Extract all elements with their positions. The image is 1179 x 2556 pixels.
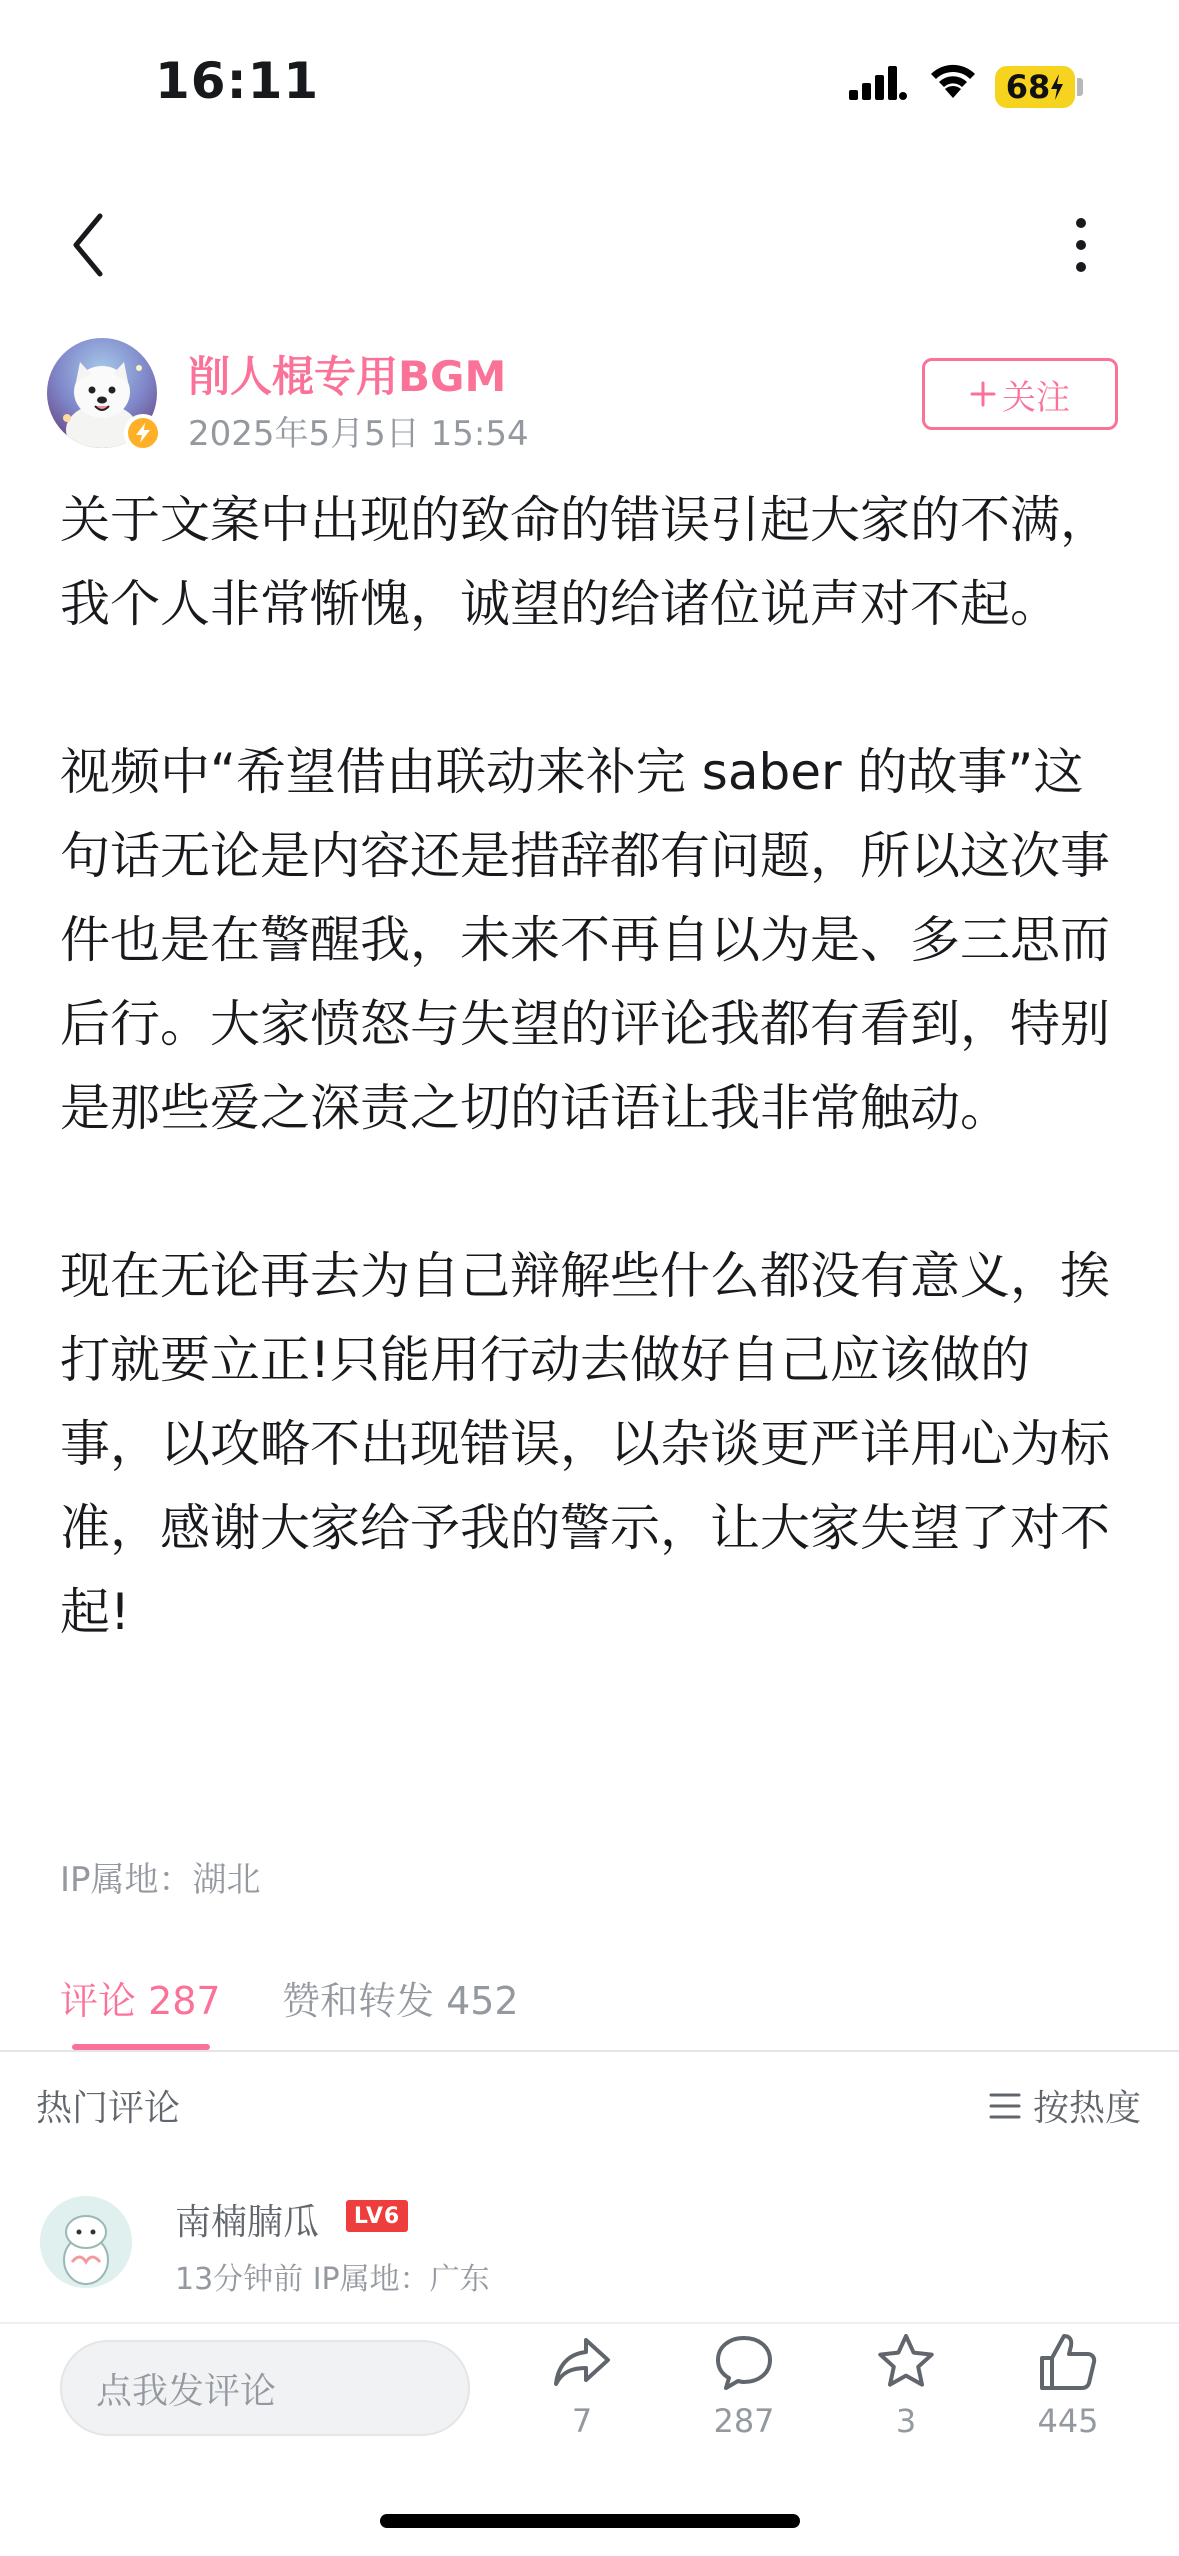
chevron-left-icon xyxy=(68,210,108,280)
more-vertical-icon xyxy=(1066,210,1096,280)
battery-level: 68 xyxy=(1005,68,1051,106)
status-bar xyxy=(0,0,1179,170)
share-count: 7 xyxy=(571,2402,593,2440)
sort-label: 按热度 xyxy=(1032,2088,1141,2129)
wifi-icon xyxy=(927,62,979,102)
like-count: 445 xyxy=(1037,2402,1099,2440)
share-button[interactable] xyxy=(522,2330,642,2440)
home-indicator[interactable] xyxy=(380,2514,800,2528)
follow-label: 关注 xyxy=(1002,377,1070,418)
like-button[interactable] xyxy=(1008,2330,1128,2440)
comment-count: 287 xyxy=(713,2402,775,2440)
post-timestamp: 2025年5月5日 15:54 xyxy=(188,414,529,454)
comment-meta: 13分钟前 IP属地：广东 xyxy=(175,2262,490,2297)
favorite-button[interactable] xyxy=(846,2330,966,2440)
share-icon xyxy=(550,2330,614,2394)
commenter-avatar-image xyxy=(40,2196,132,2288)
active-tab-indicator xyxy=(72,2044,210,2050)
follow-button[interactable] xyxy=(922,358,1118,430)
more-options-button[interactable] xyxy=(1066,210,1096,280)
battery-indicator xyxy=(995,66,1075,108)
commenter-avatar[interactable] xyxy=(40,2196,132,2288)
star-icon xyxy=(874,2330,938,2394)
tab-bar xyxy=(0,1960,1179,2052)
signal-icon xyxy=(849,62,909,102)
verified-badge-icon xyxy=(124,414,162,452)
comment-button[interactable] xyxy=(684,2330,804,2440)
commenter-name[interactable]: 南楠腩瓜 xyxy=(175,2202,320,2243)
charging-icon xyxy=(1050,74,1064,100)
plus-icon xyxy=(970,381,996,407)
status-time: 16:11 xyxy=(155,52,320,110)
post-paragraph: 现在无论再去为自己辩解些什么都没有意义，挨打就要立正!只能用行动去做好自己应该做的事，以攻略不出现错误，以杂谈更严详用心为标准，感谢大家给予我的警示，让大家失望了对不起! xyxy=(60,1247,1110,1641)
favorite-count: 3 xyxy=(895,2402,917,2440)
ip-location: IP属地：湖北 xyxy=(60,1860,261,1900)
hot-comments-label: 热门评论 xyxy=(36,2088,181,2129)
author-name[interactable]: 削人棍专用BGM xyxy=(188,352,507,401)
tab-comments[interactable]: 评论 287 xyxy=(60,1979,221,2023)
user-level-badge: LV6 xyxy=(346,2200,408,2232)
sort-by-hot-button[interactable] xyxy=(989,2080,1141,2131)
back-button[interactable] xyxy=(68,210,118,280)
post-paragraph: 视频中“希望借由联动来补完 saber 的故事”这句话无论是内容还是措辞都有问题，所以这次事件也是在警醒我，未来不再自以为是、多三思而后行。大家愤怒与失望的评论我都有看到，特别是那些爱之深责之切的话语让我非常触动。 xyxy=(60,743,1110,1137)
battery-tip xyxy=(1077,78,1083,96)
thumbs-up-icon xyxy=(1036,2330,1100,2394)
tab-likes-reposts[interactable]: 赞和转发 452 xyxy=(282,1979,519,2023)
post-content xyxy=(60,478,1120,1654)
comment-bubble-icon xyxy=(712,2330,776,2394)
post-paragraph: 关于文案中出现的致命的错误引起大家的不满，我个人非常惭愧，诚望的给诸位说声对不起。 xyxy=(60,491,1110,633)
list-sort-icon xyxy=(989,2092,1021,2120)
comment-input[interactable]: 点我发评论 xyxy=(60,2340,470,2436)
